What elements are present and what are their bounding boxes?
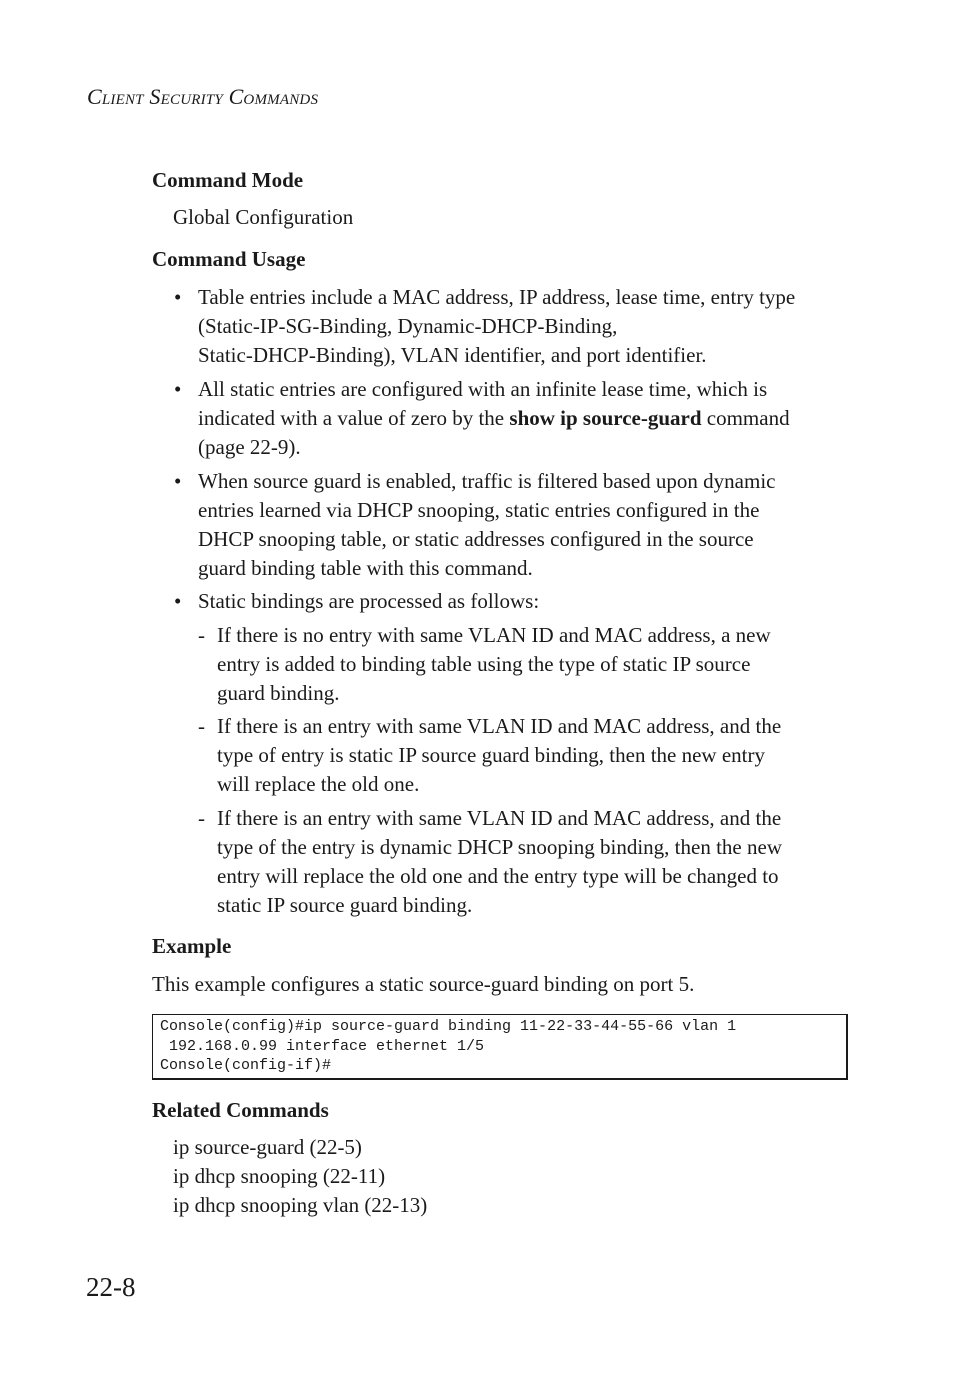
bullet-icon: • — [174, 285, 182, 309]
related-command-item: ip dhcp snooping (22-11) — [173, 1164, 386, 1188]
command-name-show-ip-source-guard: show ip source-guard — [509, 406, 702, 430]
example-description: This example configures a static source-guard binding on port 5. — [152, 972, 695, 996]
rule-2-line: will replace the old one. — [217, 772, 420, 796]
page-number: 22-8 — [86, 1272, 136, 1302]
rule-1-line: guard binding. — [217, 681, 340, 705]
usage-bullet-2-line — [198, 404, 854, 433]
command-mode-heading: Command Mode — [152, 168, 304, 192]
bullet-icon: • — [174, 469, 182, 493]
related-command-item: ip dhcp snooping vlan (22-13) — [173, 1193, 428, 1217]
usage-bullet-2-text: indicated with a value of zero by the — [198, 406, 510, 430]
code-line: Console(config)#ip source-guard binding 11-22-33-44-55-66 vlan 1 — [160, 1018, 737, 1035]
usage-bullet-4-text: Static bindings are processed as follows: — [198, 589, 540, 613]
code-line: 192.168.0.99 interface ethernet 1/5 — [160, 1038, 485, 1055]
rule-2-line: If there is an entry with same VLAN ID and MAC address, and the — [217, 714, 782, 738]
dash-icon: - — [198, 806, 205, 830]
usage-bullet-2 — [174, 375, 854, 462]
related-commands-heading: Related Commands — [152, 1098, 329, 1122]
command-usage-heading: Command Usage — [152, 247, 306, 271]
usage-bullet-3-line: entries learned via DHCP snooping, static entries configured in the — [198, 498, 760, 522]
rule-3-line: type of the entry is dynamic DHCP snooping binding, then the new — [217, 835, 782, 859]
static-binding-rule-2 — [198, 712, 858, 799]
usage-bullet-1 — [174, 283, 854, 370]
example-heading: Example — [152, 934, 232, 958]
usage-bullet-1-line: Static-DHCP-Binding), VLAN identifier, and port identifier. — [198, 343, 707, 367]
example-code-block — [152, 1014, 848, 1080]
usage-bullet-3-line: guard binding table with this command. — [198, 556, 533, 580]
usage-bullet-3-line: When source guard is enabled, traffic is filtered based upon dynamic — [198, 469, 776, 493]
usage-bullet-1-line: Table entries include a MAC address, IP address, lease time, entry type — [198, 285, 796, 309]
dash-icon: - — [198, 623, 205, 647]
static-binding-rule-3 — [198, 804, 858, 920]
bullet-icon: • — [174, 377, 182, 401]
bullet-icon: • — [174, 589, 182, 613]
rule-3-line: static IP source guard binding. — [217, 893, 473, 917]
dash-icon: - — [198, 714, 205, 738]
rule-1-line: If there is no entry with same VLAN ID and MAC address, a new — [217, 623, 771, 647]
usage-bullet-2-line: All static entries are configured with an infinite lease time, which is — [198, 377, 768, 401]
related-command-item: ip source-guard (22-5) — [173, 1135, 362, 1159]
rule-2-line: type of entry is static IP source guard binding, then the new entry — [217, 743, 765, 767]
usage-bullet-2-line: (page 22-9). — [198, 435, 301, 459]
static-binding-rule-1 — [198, 621, 858, 708]
rule-3-line: entry will replace the old one and the entry type will be changed to — [217, 864, 779, 888]
rule-3-line: If there is an entry with same VLAN ID and MAC address, and the — [217, 806, 782, 830]
usage-bullet-3 — [174, 467, 854, 583]
running-header: Client Security Commands — [87, 84, 319, 109]
command-mode-value: Global Configuration — [173, 205, 354, 229]
usage-bullet-1-line: (Static-IP-SG-Binding, Dynamic-DHCP-Binding, — [198, 314, 618, 338]
rule-1-line: entry is added to binding table using the type of static IP source — [217, 652, 751, 676]
usage-bullet-3-line: DHCP snooping table, or static addresses configured in the source — [198, 527, 754, 551]
code-line: Console(config-if)# — [160, 1057, 332, 1074]
usage-bullet-2-text: command — [701, 406, 790, 430]
usage-bullet-4 — [174, 587, 854, 616]
